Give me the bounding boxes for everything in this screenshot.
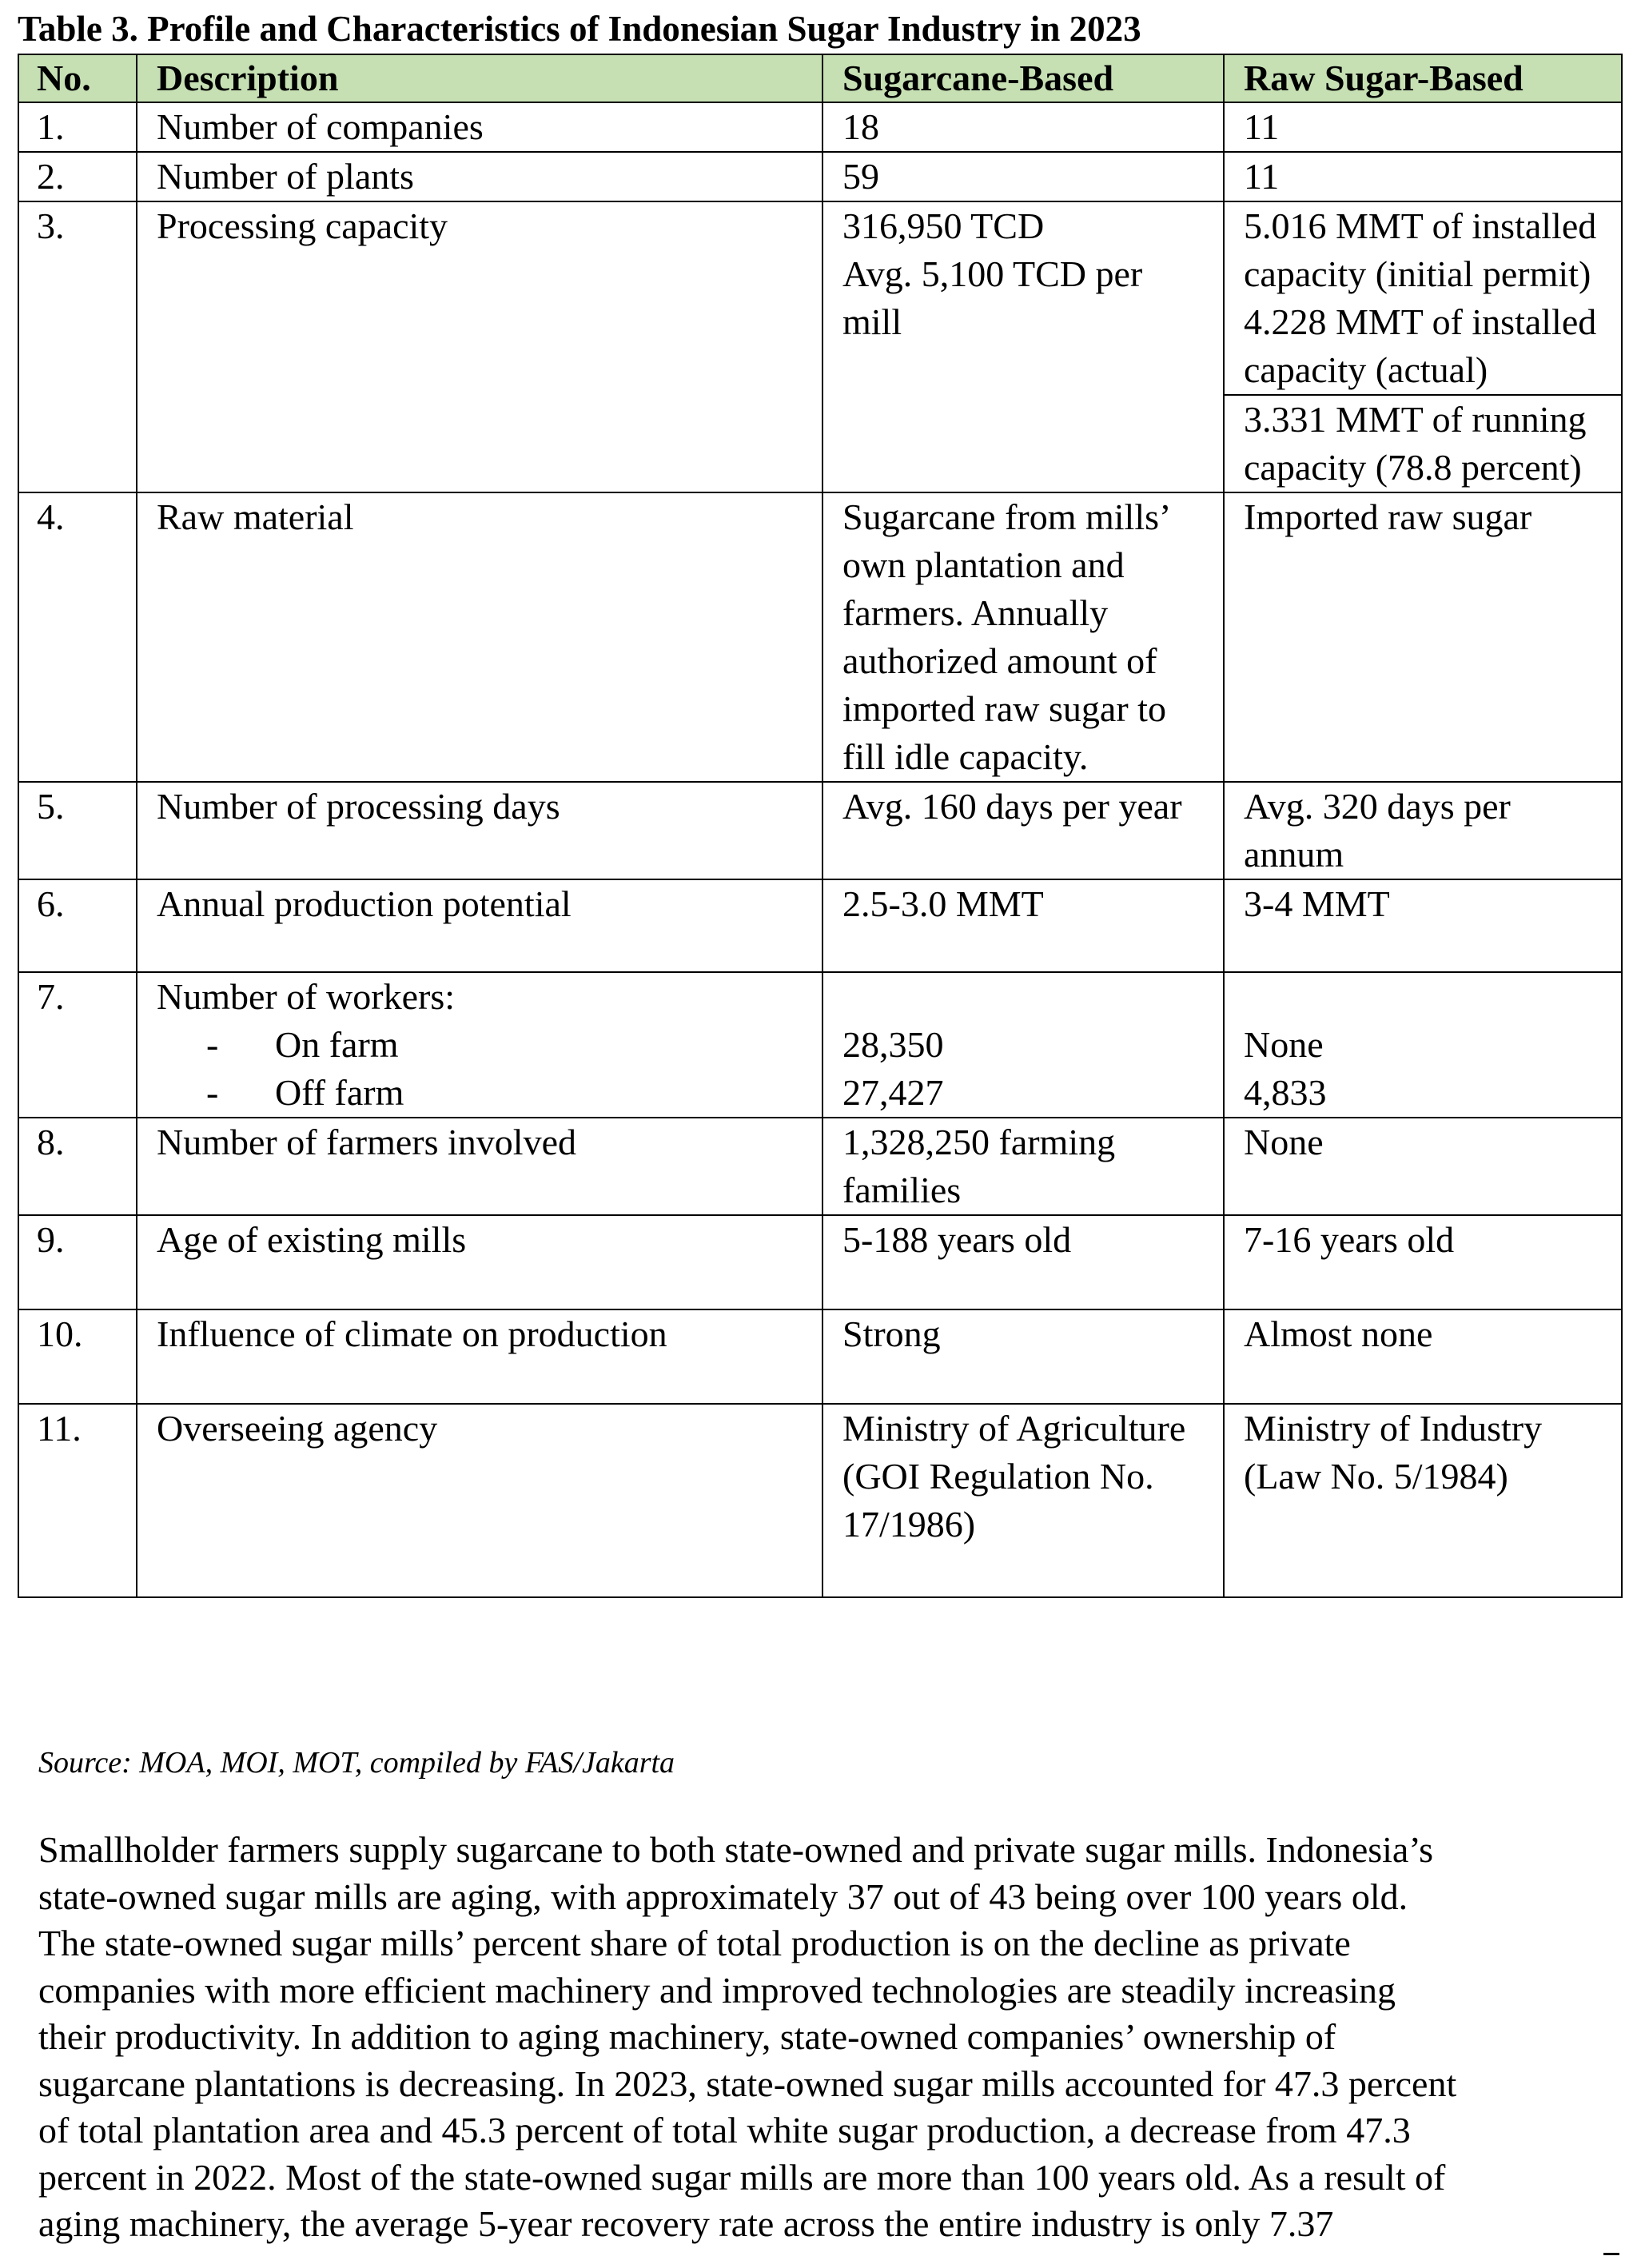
- workers-on-farm-raw: None: [1244, 1024, 1324, 1065]
- paragraph-line: companies with more efficient machinery and improved technologies are steadily increasing: [38, 1969, 1396, 2011]
- paragraph-line: of total plantation area and 45.3 percent of total white sugar production, a decrease from 47.3: [38, 2110, 1411, 2150]
- row-sugarcane-value: Avg. 160 days per year: [822, 782, 1224, 879]
- workers-on-farm-label: On farm: [275, 1024, 399, 1065]
- table-row: [18, 972, 1622, 1118]
- table-title: Table 3. Profile and Characteristics of Indonesian Sugar Industry in 2023: [18, 9, 1141, 49]
- row-number: 6.: [18, 879, 137, 972]
- header-raw-sugar-based: Raw Sugar-Based: [1224, 54, 1622, 102]
- table-row: [18, 1215, 1622, 1309]
- row-number: 4.: [18, 492, 137, 782]
- processing-capacity-total: 316,950 TCD: [842, 205, 1045, 246]
- row-raw-sugar-value: 11: [1224, 102, 1622, 152]
- row-description: Influence of climate on production: [137, 1309, 822, 1404]
- row-sugarcane-value: Ministry of Agriculture (GOI Regulation No. 17/1986): [822, 1404, 1224, 1597]
- installed-capacity-actual: 4.228 MMT of installed capacity (actual): [1244, 301, 1597, 390]
- paragraph-line: aging machinery, the average 5-year recovery rate across the entire industry is only 7.37: [38, 2203, 1334, 2244]
- row-description: Number of companies: [137, 102, 822, 152]
- workers-on-farm-cane: 28,350: [842, 1024, 944, 1065]
- table-row: [18, 879, 1622, 972]
- row-number: 9.: [18, 1215, 137, 1309]
- sugar-industry-table: [18, 54, 1623, 1598]
- workers-sub-item: - On farm: [206, 1024, 399, 1065]
- workers-off-farm-raw: 4,833: [1244, 1072, 1327, 1113]
- row-description: Annual production potential: [137, 879, 822, 972]
- table-source-note: Source: MOA, MOI, MOT, compiled by FAS/Jakarta: [38, 1746, 675, 1780]
- row-sugarcane-value: 2.5-3.0 MMT: [822, 879, 1224, 972]
- row-raw-sugar-value: Ministry of Industry (Law No. 5/1984): [1224, 1404, 1622, 1597]
- processing-capacity-average: Avg. 5,100 TCD per mill: [842, 253, 1143, 342]
- paragraph-line: The state-owned sugar mills’ percent share of total production is on the decline as private: [38, 1923, 1351, 1963]
- row-number: 8.: [18, 1118, 137, 1215]
- table-row: [18, 1404, 1622, 1597]
- row-raw-sugar-value: [1224, 201, 1622, 492]
- row-description: Number of farmers involved: [137, 1118, 822, 1215]
- paragraph-line: Smallholder farmers supply sugarcane to both state-owned and private sugar mills. Indonesia’s: [38, 1829, 1434, 1870]
- table-header-row: [18, 54, 1622, 102]
- row-raw-sugar-value: Imported raw sugar: [1224, 492, 1622, 782]
- row-number: 3.: [18, 201, 137, 492]
- row-description: Age of existing mills: [137, 1215, 822, 1309]
- row-description: Raw material: [137, 492, 822, 782]
- table-row: [18, 201, 1622, 492]
- table-row: [18, 152, 1622, 201]
- header-no: No.: [18, 54, 137, 102]
- row-sugarcane-value: 1,328,250 farming families: [822, 1118, 1224, 1215]
- table-row: [18, 1309, 1622, 1404]
- paragraph-line: state-owned sugar mills are aging, with approximately 37 out of 43 being over 100 years old.: [38, 1875, 1408, 1917]
- row-sugarcane-value: 18: [822, 102, 1224, 152]
- row-sugarcane-value: Strong: [822, 1309, 1224, 1404]
- row-description: Overseeing agency: [137, 1404, 822, 1597]
- row-description: [137, 972, 822, 1118]
- row-raw-sugar-value: [1224, 972, 1622, 1118]
- paragraph-line: sugarcane plantations is decreasing. In 2023, state-owned sugar mills accounted for 47.3 percent: [38, 2063, 1457, 2104]
- row-number: 5.: [18, 782, 137, 879]
- workers-sub-item: - Off farm: [206, 1072, 404, 1113]
- table-row: [18, 782, 1622, 879]
- row-raw-sugar-value: Almost none: [1224, 1309, 1622, 1404]
- workers-heading: Number of workers:: [157, 976, 456, 1017]
- page-number-fragment: [1603, 2253, 1619, 2255]
- row-raw-sugar-value: 11: [1224, 152, 1622, 201]
- installed-capacity-block: [1225, 202, 1621, 396]
- row-number: 11.: [18, 1404, 137, 1597]
- row-number: 1.: [18, 102, 137, 152]
- row-sugarcane-value: [822, 972, 1224, 1118]
- row-description: Number of processing days: [137, 782, 822, 879]
- installed-capacity-initial: 5.016 MMT of installed capacity (initial permit): [1244, 205, 1597, 294]
- workers-off-farm-cane: 27,427: [842, 1072, 944, 1113]
- row-sugarcane-value: [822, 201, 1224, 492]
- row-sugarcane-value: Sugarcane from mills’ own plantation and farmers. Annually authorized amount of imported raw sugar to fill idle capacity.: [822, 492, 1224, 782]
- row-number: 2.: [18, 152, 137, 201]
- header-description: Description: [137, 54, 822, 102]
- row-number: 7.: [18, 972, 137, 1118]
- row-description: Number of plants: [137, 152, 822, 201]
- table-row: [18, 492, 1622, 782]
- row-raw-sugar-value: Avg. 320 days per annum: [1224, 782, 1622, 879]
- row-sugarcane-value: 5-188 years old: [822, 1215, 1224, 1309]
- row-raw-sugar-value: 7-16 years old: [1224, 1215, 1622, 1309]
- row-description: Processing capacity: [137, 201, 822, 492]
- row-sugarcane-value: 59: [822, 152, 1224, 201]
- row-raw-sugar-value: None: [1224, 1118, 1622, 1215]
- row-number: 10.: [18, 1309, 137, 1404]
- workers-off-farm-label: Off farm: [275, 1072, 404, 1113]
- table-row: [18, 102, 1622, 152]
- paragraph-line: percent in 2022. Most of the state-owned sugar mills are more than 100 years old. As a result of: [38, 2156, 1446, 2198]
- table-row: [18, 1118, 1622, 1215]
- body-paragraph: [38, 1827, 1617, 2248]
- header-sugarcane-based: Sugarcane-Based: [822, 54, 1224, 102]
- paragraph-line: their productivity. In addition to aging machinery, state-owned companies’ ownership of: [38, 2016, 1336, 2057]
- row-raw-sugar-value: 3-4 MMT: [1224, 879, 1622, 972]
- running-capacity: 3.331 MMT of running capacity (78.8 percent): [1244, 399, 1587, 488]
